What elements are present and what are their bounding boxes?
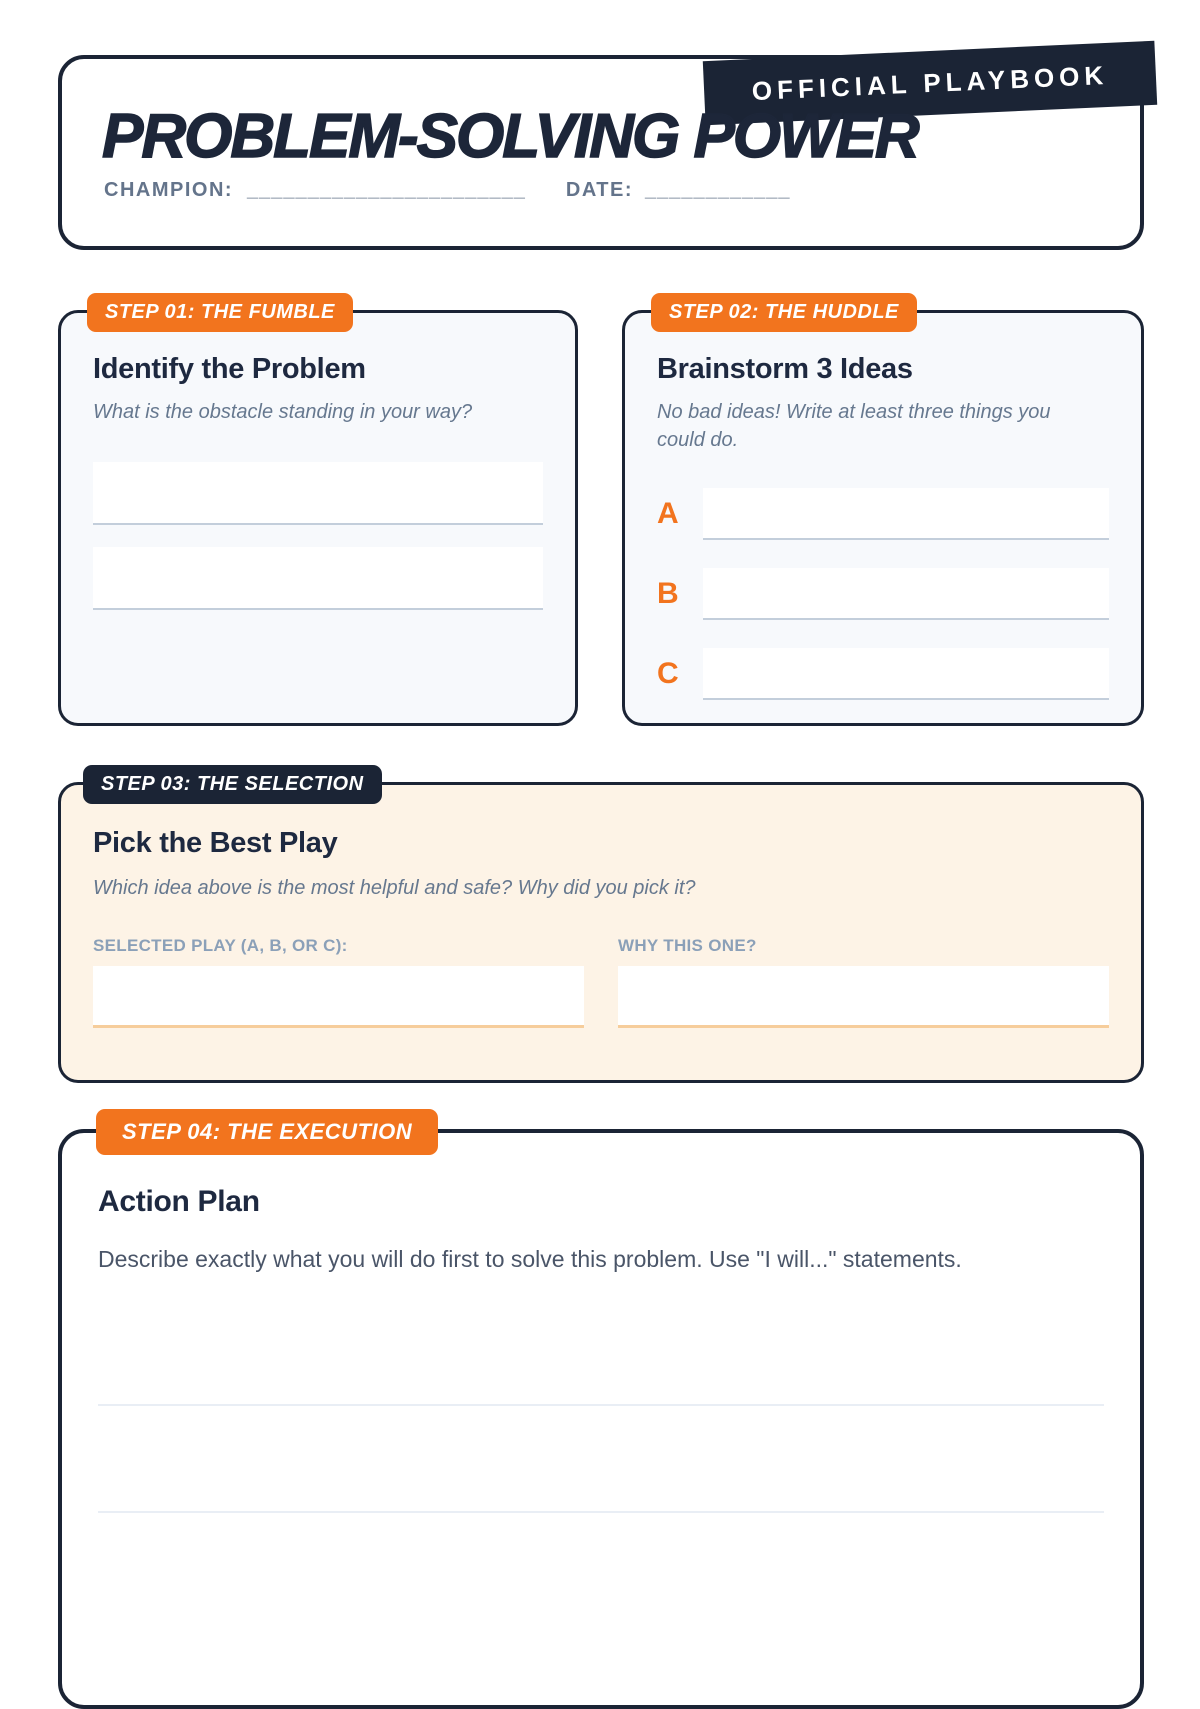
step2-badge: STEP 02: THE HUDDLE — [651, 293, 917, 332]
why-this-one-label: WHY THIS ONE? — [618, 936, 757, 955]
step1-subtitle: What is the obstacle standing in your way? — [93, 401, 473, 423]
step3-card — [58, 773, 1144, 1083]
step1-content — [61, 313, 575, 610]
idea-input-b[interactable] — [703, 568, 1109, 620]
idea-row-c — [657, 648, 1109, 700]
action-plan-write-line-1[interactable] — [98, 1404, 1104, 1406]
why-this-one-input[interactable] — [618, 966, 1109, 1028]
idea-row-a — [657, 488, 1109, 540]
step1-card — [58, 301, 578, 726]
date-blank[interactable]: ____________ — [645, 179, 791, 201]
step3-content — [61, 785, 1141, 1028]
step3-heading: Pick the Best Play — [93, 827, 338, 859]
step2-card — [622, 301, 1144, 726]
idea-input-c[interactable] — [703, 648, 1109, 700]
step3-fields-row — [93, 936, 1109, 1028]
problem-input-line-2[interactable] — [93, 547, 543, 610]
date-label: DATE: — [565, 179, 634, 201]
selected-play-column — [93, 936, 584, 1028]
step4-card — [58, 1119, 1144, 1709]
selected-play-label: SELECTED PLAY (A, B, OR C): — [93, 936, 348, 955]
idea-letter-b: B — [657, 577, 679, 610]
date-group — [566, 179, 791, 202]
idea-letter-c: C — [657, 657, 679, 690]
step3-badge: STEP 03: THE SELECTION — [83, 765, 382, 804]
step1-heading: Identify the Problem — [93, 353, 366, 385]
champion-label: CHAMPION: — [104, 179, 234, 201]
step2-subtitle: No bad ideas! Write at least three things you could do. — [657, 401, 1051, 451]
step4-heading: Action Plan — [98, 1185, 260, 1218]
ribbon-label: OFFICIAL PLAYBOOK — [751, 59, 1109, 106]
why-this-one-column — [618, 936, 1109, 1028]
problem-input-line-1[interactable] — [93, 462, 543, 525]
idea-letter-a: A — [657, 497, 679, 530]
action-plan-write-line-2[interactable] — [98, 1511, 1104, 1513]
champion-blank[interactable]: _______________________ — [247, 179, 526, 201]
header-meta-row — [104, 179, 791, 202]
step1-badge: STEP 01: THE FUMBLE — [87, 293, 353, 332]
step4-subtitle: Describe exactly what you will do first to solve this problem. Use "I will..." statements. — [98, 1246, 962, 1272]
idea-input-a[interactable] — [703, 488, 1109, 540]
step4-badge: STEP 04: THE EXECUTION — [96, 1109, 438, 1155]
step2-heading: Brainstorm 3 Ideas — [657, 353, 913, 385]
header-card — [58, 55, 1144, 250]
step3-subtitle: Which idea above is the most helpful and safe? Why did you pick it? — [93, 877, 696, 899]
idea-row-b — [657, 568, 1109, 620]
step2-content — [625, 313, 1141, 700]
selected-play-input[interactable] — [93, 966, 584, 1028]
page-title: PROBLEM-SOLVING POWER — [102, 102, 918, 171]
